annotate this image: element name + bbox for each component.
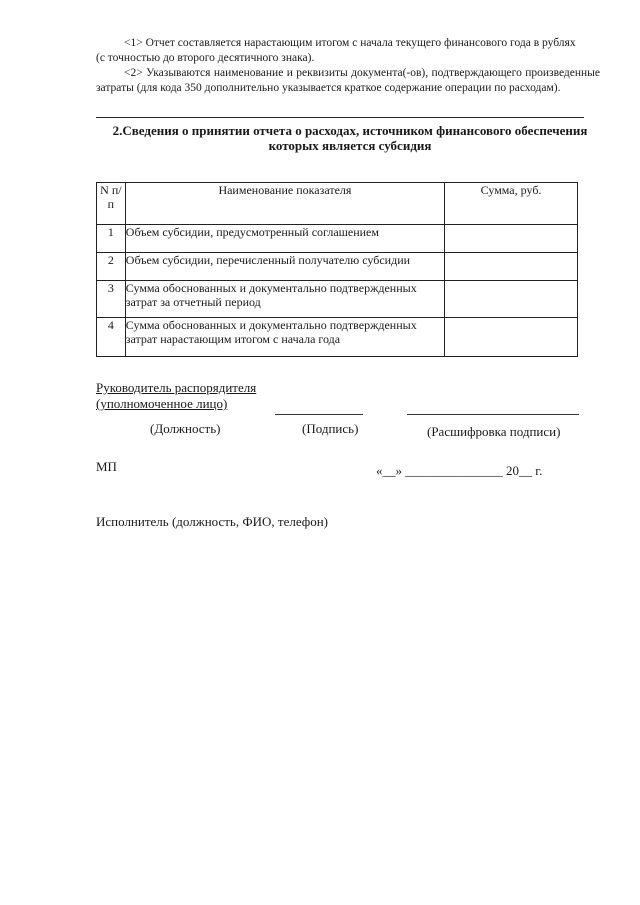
row-indicator-name: Сумма обоснованных и документально подтвержденных затрат за отчетный период bbox=[125, 281, 444, 318]
signature-label: (Подпись) bbox=[302, 421, 359, 436]
footnote-1 bbox=[96, 36, 600, 66]
decoding-label: (Расшифровка подписи) bbox=[427, 424, 561, 439]
table-row bbox=[97, 318, 578, 357]
row-indicator-name: Объем субсидии, предусмотренный соглашением bbox=[125, 225, 444, 253]
header-indicator-name: Наименование показателя bbox=[125, 183, 444, 225]
row-number: 4 bbox=[97, 318, 126, 357]
stamp-label: МП bbox=[96, 459, 117, 474]
head-label-line-2: (уполномоченное лицо) bbox=[96, 396, 228, 411]
section-title-line-1: 2.Сведения о принятии отчета о расходах, источником финансового обеспечения bbox=[112, 123, 588, 138]
table-row bbox=[97, 253, 578, 281]
decoding-line bbox=[407, 414, 579, 415]
position-label: (Должность) bbox=[150, 421, 221, 436]
row-indicator-name: Объем субсидии, перечисленный получателю субсидии bbox=[125, 253, 444, 281]
row-sum bbox=[445, 318, 578, 357]
footnote-1-line-2: (с точностью до второго десятичного знака). bbox=[96, 52, 315, 64]
section-title-line-2: которых является субсидия bbox=[268, 138, 432, 153]
row-sum bbox=[445, 253, 578, 281]
date-field: «__» _______________ 20__ г. bbox=[376, 463, 543, 478]
row-sum bbox=[445, 225, 578, 253]
expense-report-table bbox=[96, 182, 578, 357]
table-row bbox=[97, 225, 578, 253]
footnote-divider bbox=[96, 117, 584, 118]
footnote-2-text: <2> Указываются наименование и реквизиты документа(-ов), подтверждающего произведенные затраты (для кода 350 дополнительно указывается краткое содержание операции по расходам). bbox=[96, 67, 600, 94]
table-row bbox=[97, 281, 578, 318]
section-title bbox=[96, 123, 604, 153]
row-number: 1 bbox=[97, 225, 126, 253]
header-number: N п/п bbox=[97, 183, 126, 225]
footnote-2 bbox=[96, 66, 600, 96]
row-number: 3 bbox=[97, 281, 126, 318]
signature-line bbox=[275, 414, 363, 415]
row-sum bbox=[445, 281, 578, 318]
executor-label: Исполнитель (должность, ФИО, телефон) bbox=[96, 514, 328, 529]
footnote-1-line-1: <1> Отчет составляется нарастающим итогом с начала текущего финансового года в рублях bbox=[124, 37, 576, 49]
table-header-row bbox=[97, 183, 578, 225]
row-indicator-name: Сумма обоснованных и документально подтвержденных затрат нарастающим итогом с начала года bbox=[125, 318, 444, 357]
head-label-line-1: Руководитель распорядителя bbox=[96, 380, 257, 395]
row-number: 2 bbox=[97, 253, 126, 281]
header-sum: Сумма, руб. bbox=[445, 183, 578, 225]
